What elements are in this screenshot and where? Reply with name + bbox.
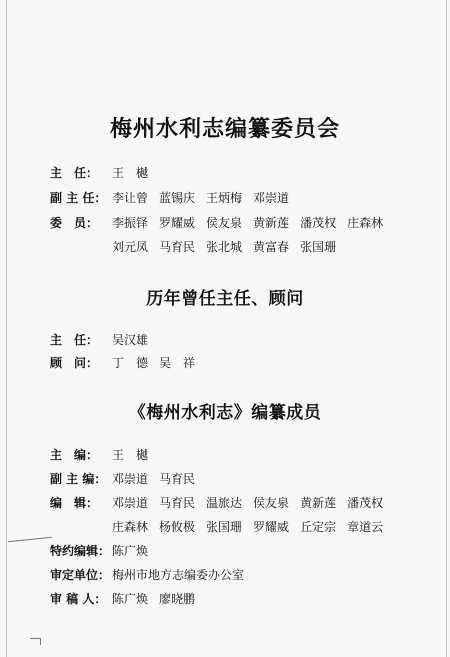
editors-chief-names: [112, 445, 159, 465]
committee-deputy-names: [112, 188, 300, 208]
scan-artifact-line: [8, 537, 52, 543]
name-item: 罗耀威: [159, 216, 196, 230]
name-item: 陈广焕: [112, 592, 149, 606]
editors-staff-row-2: [112, 517, 394, 537]
name-item: 潘茂权: [300, 216, 337, 230]
name-item: 庄森林: [112, 520, 149, 534]
name-item: 刘元凤: [112, 240, 149, 254]
former-director-names: [112, 330, 159, 350]
committee-director-label: 主 任：: [50, 166, 99, 180]
name-item: 吴汉雄: [112, 333, 149, 347]
name-item: 张国珊: [300, 240, 337, 254]
editors-title: 《梅州水利志》编纂成员: [128, 403, 322, 423]
committee-members-row-2: [112, 237, 347, 257]
name-item: 马育民: [159, 472, 196, 486]
editors-staff-label: 编 辑：: [50, 496, 99, 510]
committee-members-label: 委 员：: [50, 216, 99, 230]
name-item: 李振铎: [112, 216, 149, 230]
committee-deputy-label: 副 主 任：: [50, 191, 107, 205]
editors-reviewers-row: [50, 589, 206, 609]
committee-title: 梅州水利志编纂委员会: [109, 116, 340, 142]
name-item: 侯友泉: [206, 216, 243, 230]
editors-deputy-chief-row: [50, 469, 206, 489]
name-item: 温旅达: [206, 496, 243, 510]
former-director-row: [50, 330, 159, 350]
name-item: 吴 祥: [159, 356, 196, 370]
editors-chief-row: [50, 445, 159, 465]
editors-reviewer-unit-names: [112, 565, 255, 585]
editors-deputy-chief-label: 副 主 编：: [50, 472, 107, 486]
page-edge-left: [6, 0, 7, 657]
editors-reviewers-label: 审 稿 人：: [50, 592, 107, 606]
name-item: 黄新莲: [253, 216, 290, 230]
editors-invited-row: [50, 541, 159, 561]
name-item: 庄森林: [347, 216, 384, 230]
name-item: 陈广焕: [112, 544, 149, 558]
name-item: 黄新莲: [300, 496, 337, 510]
name-item: 王 樾: [112, 448, 149, 462]
former-advisor-names: [112, 353, 206, 373]
name-item: 蓝锡庆: [159, 191, 196, 205]
editors-reviewers-names: [112, 589, 206, 609]
name-item: 黄富春: [253, 240, 290, 254]
name-item: 马育民: [159, 240, 196, 254]
name-item: 邓崇道: [112, 496, 149, 510]
scan-artifact-mark: [30, 638, 41, 645]
name-item: 杨攸极: [159, 520, 196, 534]
page-edge-right: [446, 0, 447, 657]
editors-staff-row-1: [50, 493, 394, 513]
committee-members-row-1: [50, 213, 394, 233]
committee-director-names: [112, 163, 159, 183]
editors-staff-names-2: [112, 517, 394, 537]
committee-deputy-row: [50, 188, 300, 208]
editors-invited-label: 特约编辑：: [50, 544, 111, 558]
editors-invited-names: [112, 541, 159, 561]
name-item: 邓崇道: [253, 191, 290, 205]
name-item: 梅州市地方志编委办公室: [112, 568, 245, 582]
name-item: 王炳梅: [206, 191, 243, 205]
editors-reviewer-unit-label: 审定单位：: [50, 568, 111, 582]
former-title: 历年曾任主任、顾问: [146, 289, 304, 309]
editors-deputy-chief-names: [112, 469, 206, 489]
former-director-label: 主 任：: [50, 333, 99, 347]
editors-reviewer-unit-row: [50, 565, 255, 585]
committee-director-row: [50, 163, 159, 183]
name-item: 侯友泉: [253, 496, 290, 510]
name-item: 廖晓鹏: [159, 592, 196, 606]
committee-members-names-2: [112, 237, 347, 257]
name-item: 张国珊: [206, 520, 243, 534]
name-item: 李让曾: [112, 191, 149, 205]
editors-chief-label: 主 编：: [50, 448, 99, 462]
name-item: 王 樾: [112, 166, 149, 180]
name-item: 章道云: [347, 520, 384, 534]
name-item: 丁 德: [112, 356, 149, 370]
name-item: 邓崇道: [112, 472, 149, 486]
editors-staff-names-1: [112, 493, 394, 513]
name-item: 丘定宗: [300, 520, 337, 534]
name-item: 潘茂权: [347, 496, 384, 510]
former-advisor-label: 顾 问：: [50, 356, 99, 370]
former-advisor-row: [50, 353, 206, 373]
name-item: 罗耀威: [253, 520, 290, 534]
name-item: 张北城: [206, 240, 243, 254]
committee-members-names-1: [112, 213, 394, 233]
name-item: 马育民: [159, 496, 196, 510]
